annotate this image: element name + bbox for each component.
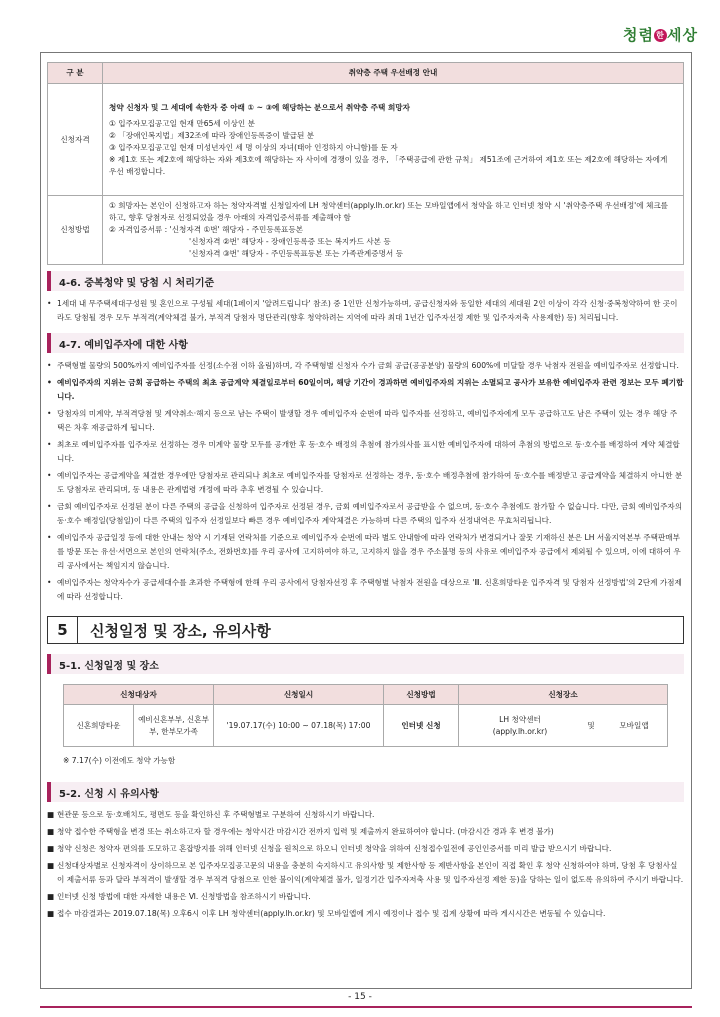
list-item: • 예비입주자는 청약자수가 공급세대수를 초과한 주택형에 한해 우리 공사에서 당첨자선정 후 주택형별 낙첨자 전원을 대상으로 'Ⅲ. 신혼희망타운 입주자격 및 당첨자 선정방법'의 2단계 가점제에 따라 선정합니다. [47, 578, 682, 601]
list-item: • 예비입주자는 공급계약을 체결한 경우에만 당첨자로 관리되나 최초로 예비입주자를 당첨자로 선정하는 경우, 동·호수 배정추첨에 참가하여 동·호수를 배정받고 공급계약을 체결하지 아니한 분도 당첨자로 관리되며, 동 내용은 관계법령 개정에 따라 추후 변경될 수 있습니다. [47, 471, 683, 494]
list-item: ■ 접수 마감결과는 2019.07.18(목) 오후6시 이후 LH 청약센터(apply.lh.or.kr) 및 모바일앱에 게시 예정이나 접수 및 집계 상황에 따라 게시시간은 변동될 수 있습니다. [47, 909, 606, 918]
section-4-6-body [47, 297, 684, 325]
logo: 청렴 한 세상 [623, 26, 698, 44]
eligibility-cell: 청약 신청자 및 그 세대에 속한자 중 아래 ① ~ ③에 해당하는 분으로서 취약층 주택 희망자 ① 입주자모집공고일 현재 만65세 이상인 분 ② 「장애인복지법」제32조에 따라 장애인등록증이 발급된 분 ③ 입주자모집공고일 현재 미성년자인 세 명 이상의 자녀(태아 인정하지 아니함)를 둔 자 ※ 제1호 또는 제2호에 해당하는 자와 제3호에 해당하는 자 사이에 경쟁이 있을 경우, 「주택공급에 관한 규칙」 제51조에 근거하여 제1호 또는 제2호에 해당하는 자에게 우선 배정합니다. [103, 84, 684, 196]
schedule-table [63, 684, 668, 747]
table-header: 신청방법 [384, 685, 459, 705]
row-label: 신청자격 [48, 84, 103, 196]
row-label: 신청방법 [48, 196, 103, 265]
table-header: 신청대상자 [64, 685, 214, 705]
list-item: • 최초로 예비입주자를 입주자로 선정하는 경우 미계약 물량 모두를 공개한 후 동·호수 배정의 추첨에 참가의사를 표시한 예비입주자에 대하여 추첨의 방법으로 동·호수를 배정하여 계약 체결합니다. [47, 440, 680, 463]
section-5-2-body [47, 808, 684, 921]
table-header: 신청장소 [459, 685, 668, 705]
list-item: ■ 신청대상자별로 신청자격이 상이하므로 본 입주자모집공고문의 내용을 충분히 숙지하시고 유의사항 및 제한사항 등 제반사항을 본인이 직접 확인 후 청약 신청하여야 하며, 당첨 후 당첨사실이 제출서류 등과 달라 부적격이 발생할 경우 부적격 당첨으로 인한 불이익(계약체결 불가, 일정기간 입주자저축 사용 및 입주자선정 제한 등)을 당하는 일이 없도록 유의하여 주시기 바랍니다. [47, 861, 684, 884]
schedule-note: ※ 7.17(수) 이전에도 청약 가능함 [63, 756, 176, 765]
section-header-5-1: 5-1. 신청일정 및 장소 [47, 654, 684, 674]
table-header: 신청일시 [214, 685, 384, 705]
footer-rule [40, 1006, 692, 1008]
table-header: 구 분 [48, 63, 103, 84]
page-number: - 15 - [348, 992, 372, 1002]
section-header-5-2: 5-2. 신청 시 유의사항 [47, 782, 684, 802]
list-item: • 당첨자의 미계약, 부적격당첨 및 계약취소·해지 등으로 남는 주택이 발생할 경우 예비입주자 순번에 따라 입주자를 선정하고, 예비입주자에게 모두 공급하고도 남은 주택이 있는 경우 해당 주택은 차후 재공급하게 됩니다. [47, 409, 678, 432]
section-header-4-6: 4-6. 중복청약 및 당첨 시 처리기준 [47, 271, 684, 291]
section-header-4-7: 4-7. 예비입주자에 대한 사항 [47, 333, 684, 353]
priority-allocation-table [47, 62, 684, 265]
section-4-7-body [47, 359, 684, 604]
list-item: ■ 청약 신청은 청약자 편의를 도모하고 혼잡방지를 위해 인터넷 신청을 원칙으로 하오니 인터넷 청약을 위하여 신청접수일전에 공인인증서를 미리 발급 받으시기 바랍니다. [47, 844, 612, 853]
list-item: ■ 청약 접수한 주택형을 변경 또는 취소하고자 할 경우에는 청약시간 마감시간 전까지 입력 및 제출까지 완료하여야 합니다. (마감시간 경과 후 변경 불가) [47, 827, 554, 836]
list-item: • 예비입주자의 지위는 금회 공급하는 주택의 최초 공급계약 체결일로부터 60일이며, 해당 기간이 경과하면 예비입주자의 지위는 소멸되고 공사가 보유한 예비입주자 관련 정보는 모두 폐기합니다. [47, 378, 684, 401]
apply-link[interactable]: (apply.lh.or.kr) [492, 726, 548, 736]
list-item: • 1세대 내 무주택세대구성원 및 혼인으로 구성될 세대(1페이지 '알려드립니다' 참조) 중 1인만 신청가능하며, 공급신청자와 동일한 세대의 세대원 2인 이상이 각각 신청·중복청약하여 한 곳이라도 당첨될 경우 모두 부적격(계약체결 불가, 부적격 당첨자 명단관리(향후 청약하려는 지역에 따라 최대 1년간 입주자선정 제한 및 입주자저축 사용제한) 등) 처리됩니다. [47, 299, 678, 322]
method-cell: ① 희망자는 본인이 신청하고자 하는 청약자격별 신청일자에 LH 청약센터(apply.lh.or.kr) 또는 모바일앱에서 청약을 하고 인터넷 청약 시 '취약층주택 우선배정'에 체크를 하고, 향후 당첨자로 선정되었을 경우 아래의 자격입증서류를 제출해야 함 ② 자격입증서류 : '신청자격 ①번' 해당자 - 주민등록표등본 '신청자격 ②번' 해당자 - 장애인등록증 또는 복지카드 사본 등 '신청자격 ③번' 해당자 - 주민등록표등본 또는 가족관계증명서 등 [103, 196, 684, 265]
table-row: 신혼희망타운 예비신혼부부, 신혼부부, 한부모가족 '19.07.17(수) 10:00 ~ 07.18(목) 17:00 인터넷 신청 LH 청약센터 (apply.lh.or.kr) 및 모바일앱 [64, 705, 668, 747]
section-5-header: 5 신청일정 및 장소, 유의사항 [47, 616, 684, 644]
list-item: • 금회 예비입주자로 선정된 분이 다른 주택의 공급을 신청하여 입주자로 선정된 경우, 금회 예비입주자로서 공급받을 수 없으며, 동·호수 추첨에도 참가할 수 없습니다. 다만, 금회 예비입주자의 동·호수 배정일(당첨일)이 다른 주택의 입주자 선정일보다 빠른 경우 예비입주자 계약체결은 가능하며 다른 주택의 입주자 선정내역은 무효처리됩니다. [47, 502, 683, 525]
list-item: • 예비입주자 공급일정 등에 대한 안내는 청약 시 기재된 연락처를 기준으로 예비입주자 순번에 따라 별도 안내함에 따라 연락처가 변경되거나 잘못 기재하신 분은 LH 서울지역본부 주택판매부를 방문 또는 유선·서면으로 본인의 연락처(주소, 전화번호)를 우리 공사에 고지하여야 하고, 고지하지 않을 경우 주소불명 등의 사유로 예비입주자 공급에서 제외될 수 있으며, 이에 대하여 우리 공사에서는 책임지지 않습니다. [47, 533, 681, 570]
list-item: ■ 현관문 등으로 동·호배치도, 평면도 등을 확인하신 후 주택형별로 구분하여 신청하시기 바랍니다. [47, 810, 375, 819]
table-header: 취약층 주택 우선배정 안내 [103, 63, 684, 84]
list-item: • 주택형별 물량의 500%까지 예비입주자를 선정(소수점 이하 올림)하며, 각 주택형별 신청자 수가 금회 공급(공공분양) 물량의 600%에 미달할 경우 낙첨자 전원을 예비입주자로 선정합니다. [47, 361, 679, 370]
list-item: ■ 인터넷 신청 방법에 대한 자세한 내용은 Ⅵ. 신청방법을 참조하시기 바랍니다. [47, 892, 311, 901]
page-content [47, 62, 684, 924]
